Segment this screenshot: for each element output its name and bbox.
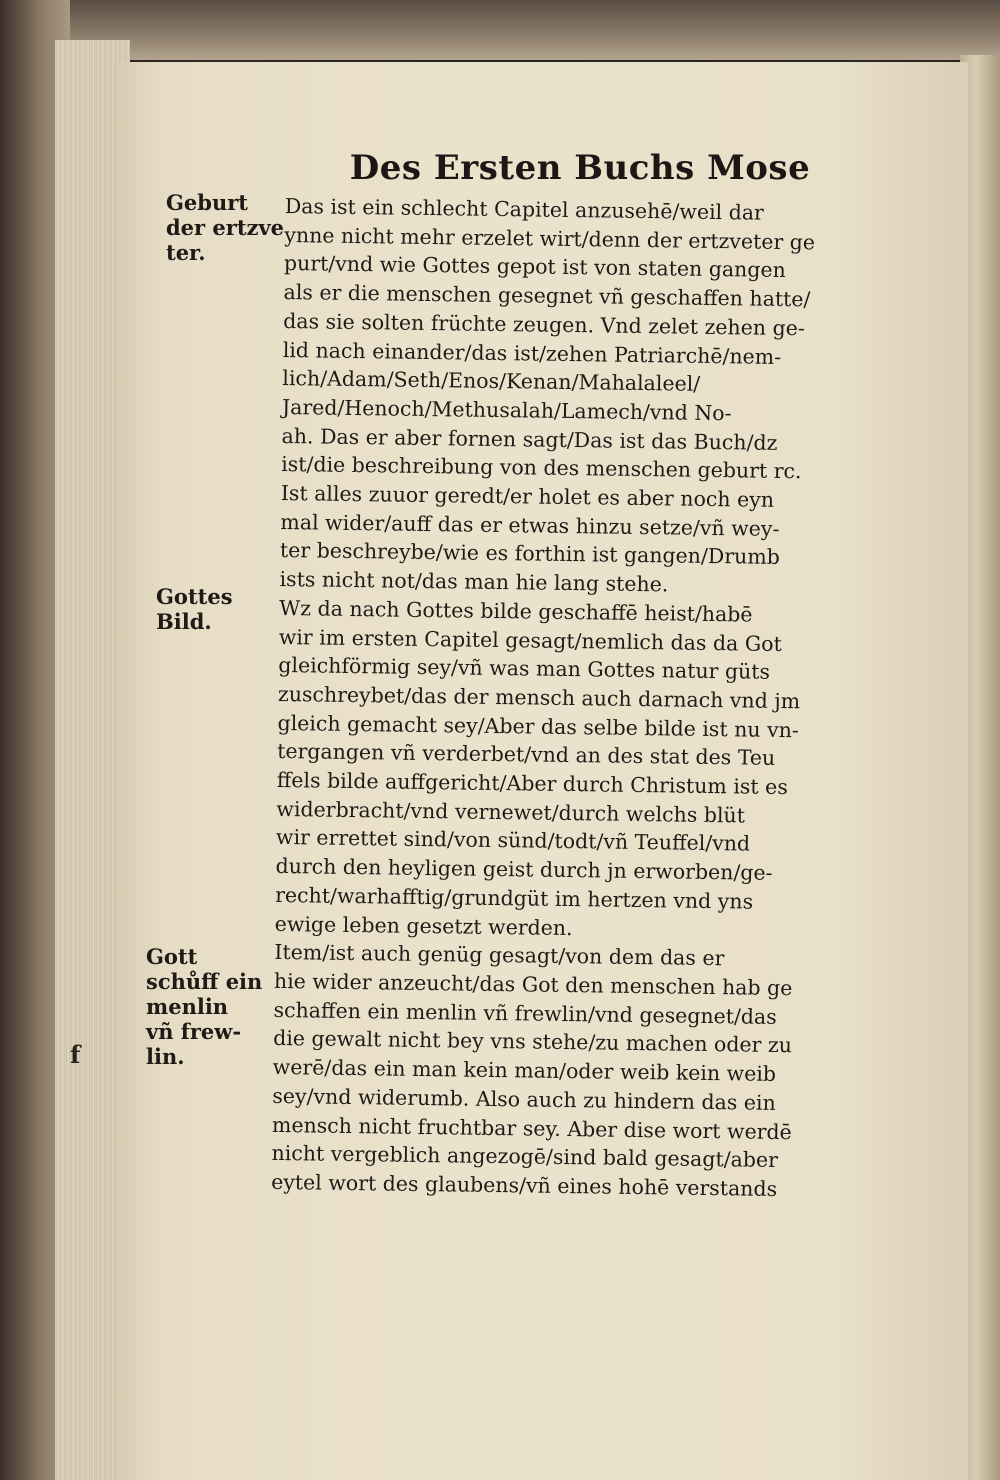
margin-note-line: Gott [146, 944, 198, 969]
margin-note-geburt [166, 190, 284, 265]
body-text-line: werē/das ein man kein man/oder weib kein weib [272, 1055, 777, 1087]
body-text-line: recht/warhafftig/grundgüt im hertzen vnd yns [275, 882, 754, 914]
margin-note-line: Bild. [156, 609, 212, 634]
body-text-line: das sie solten früchte zeugen. Vnd zelet zehen ge- [283, 308, 805, 341]
margin-note-line: der ertzve [166, 215, 285, 240]
body-text-block [271, 192, 870, 1205]
margin-note-line: vñ frew- [146, 1019, 242, 1044]
margin-note-line: Gottes [156, 584, 233, 609]
body-text-line: ewige leben gesetzt werden. [274, 911, 573, 940]
margin-note-line: lin. [146, 1044, 185, 1069]
book-cover-top [0, 0, 1000, 60]
body-text-line: eytel wort des glaubens/vñ eines hohē verstands [271, 1169, 778, 1201]
body-text-line: schaffen ein menlin vñ frewlin/vnd gesegnet/das [273, 997, 777, 1029]
margin-note-line: menlin [146, 994, 229, 1019]
body-text-line: Das ist ein schlecht Capitel anzusehē/weil dar [284, 193, 765, 225]
body-text-line: zuschreybet/das der mensch auch darnach vnd jm [277, 681, 801, 714]
body-text-line: ist/die beschreibung von des menschen geburt rc. [281, 452, 802, 484]
body-text-line: ynne nicht mehr erzelet wirt/denn der ertzveter ge [284, 222, 816, 255]
body-text-line: ffels bilde auffgericht/Aber durch Christum ist es [276, 768, 788, 800]
body-text-line: ah. Das er aber fornen sagt/Das ist das Buch/dz [281, 423, 778, 455]
body-text-line: hie wider anzeucht/das Got den menschen hab ge [273, 968, 793, 1001]
body-text-line: Jared/Henoch/Methusalah/Lamech/vnd No- [281, 394, 732, 426]
body-text-line: wir errettet sind/von sünd/todt/vñ Teuffel/vnd [275, 825, 751, 857]
body-text-line: als er die menschen gesegnet vñ geschaffen hatte/ [283, 280, 811, 312]
body-text-line: widerbracht/vnd vernewet/durch welchs blüt [276, 796, 746, 828]
body-text-line: durch den heyligen geist durch jn erworben/ge- [275, 854, 773, 886]
body-text-line: gleich gemacht sey/Aber das selbe bilde ist nu vn- [277, 710, 799, 742]
body-text-line: die gewalt nicht bey vns stehe/zu machen oder zu [273, 1026, 793, 1058]
margin-note-line: Geburt [166, 190, 249, 215]
margin-note-gott-schuff [146, 944, 262, 1069]
body-text-line: Ist alles zuuor geredt/er holet es aber noch eyn [280, 481, 775, 512]
body-text-line: nicht vergeblich angezogē/sind bald gesagt/aber [271, 1141, 779, 1173]
margin-note-line: schůff ein [146, 969, 263, 994]
page-edge-mark: f [70, 1040, 81, 1069]
body-text-line: sey/vnd widerumb. Also auch zu hindern das ein [272, 1083, 776, 1115]
body-text-line: mensch nicht fruchtbar sey. Aber dise wort werdē [271, 1112, 792, 1144]
body-text-line: Wz da nach Gottes bilde geschaffē heist/habē [279, 595, 753, 627]
body-text-line: gleichförmig sey/vñ was man Gottes natur güts [278, 653, 771, 685]
body-text-line: lich/Adam/Seth/Enos/Kenan/Mahalaleel/ [282, 366, 701, 397]
running-title: Des Ersten Buchs Mose [349, 148, 811, 188]
margin-note-gottes-bild [156, 584, 233, 634]
body-text-line: mal wider/auff das er etwas hinzu setze/vñ wey- [280, 509, 780, 541]
body-text-line: tergangen vñ verderbet/vnd an des stat des Teu [277, 739, 776, 771]
body-text-line: ter beschreybe/wie es forthin ist gangen/Drumb [279, 538, 781, 570]
body-text-line: wir im ersten Capitel gesagt/nemlich das da Got [278, 624, 782, 656]
body-text-line: lid nach einander/das ist/zehen Patriarchē/nem- [282, 337, 782, 369]
margin-note-line: ter. [166, 240, 206, 265]
body-text-line: Item/ist auch genüg gesagt/von dem das er [274, 940, 725, 971]
body-text-line: purt/vnd wie Gottes gepot ist von staten gangen [283, 251, 786, 283]
body-text-line: ists nicht not/das man hie lang stehe. [279, 567, 669, 597]
